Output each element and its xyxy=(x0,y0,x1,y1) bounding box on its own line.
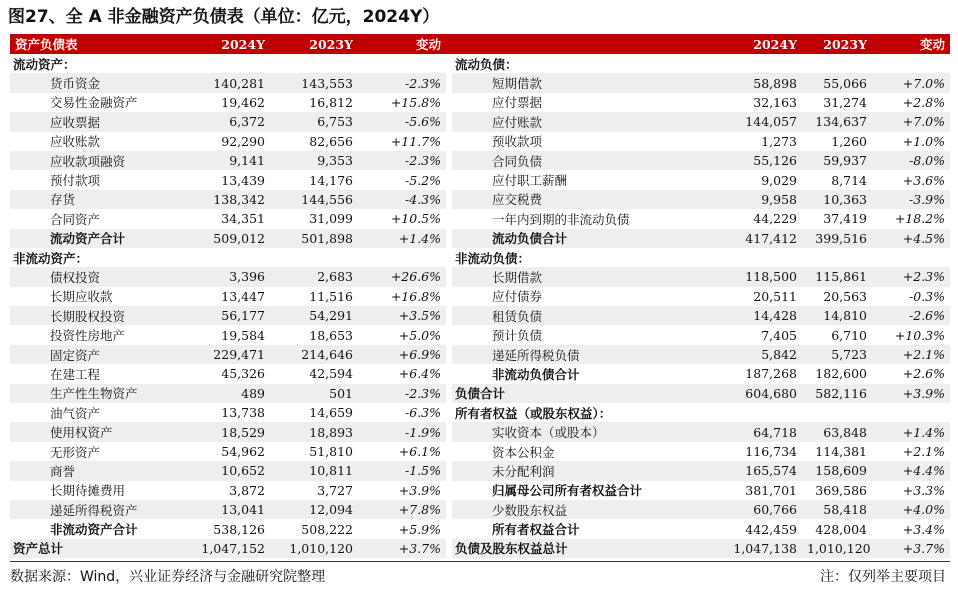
asset-value-2024: 92,290 xyxy=(182,132,270,151)
asset-change: -5.2% xyxy=(358,170,446,189)
source-note: 数据来源：Wind，兴业证券经济与金融研究院整理 xyxy=(10,569,326,585)
asset-value-2023 xyxy=(270,54,358,73)
liability-value-2024: 1,273 xyxy=(714,132,802,151)
liability-change: +1.0% xyxy=(872,132,950,151)
liability-item-label: 流动负债合计 xyxy=(452,229,714,248)
asset-item-label: 合同资产 xyxy=(10,209,182,228)
liability-value-2024 xyxy=(714,248,802,267)
header-right-change: 变动 xyxy=(872,34,950,54)
liability-value-2024: 1,047,138 xyxy=(714,539,802,558)
table-row xyxy=(10,170,950,189)
asset-value-2024: 3,396 xyxy=(182,267,270,286)
asset-value-2023: 14,659 xyxy=(270,403,358,422)
liability-item-label: 非流动负债： xyxy=(452,248,714,267)
table-row xyxy=(10,190,950,209)
asset-item-label: 递延所得税资产 xyxy=(10,500,182,519)
asset-value-2023: 3,727 xyxy=(270,481,358,500)
table-row xyxy=(10,500,950,519)
asset-item-label: 在建工程 xyxy=(10,364,182,383)
asset-value-2024: 10,652 xyxy=(182,461,270,480)
asset-value-2023: 9,353 xyxy=(270,151,358,170)
liability-change: +1.4% xyxy=(872,422,950,441)
liability-change: +2.1% xyxy=(872,345,950,364)
figure-title: 图27、全 A 非金融资产负债表（单位：亿元，2024Y） xyxy=(8,7,440,27)
asset-value-2024: 34,351 xyxy=(182,209,270,228)
asset-value-2024: 56,177 xyxy=(182,306,270,325)
asset-item-label: 长期股权投资 xyxy=(10,306,182,325)
asset-change: -1.9% xyxy=(358,422,446,441)
liability-value-2023: 6,710 xyxy=(802,325,872,344)
liability-change: +3.6% xyxy=(872,170,950,189)
asset-value-2023: 42,594 xyxy=(270,364,358,383)
asset-value-2024: 6,372 xyxy=(182,112,270,131)
asset-value-2024 xyxy=(182,248,270,267)
asset-item-label: 应收票据 xyxy=(10,112,182,131)
asset-value-2023: 2,683 xyxy=(270,267,358,286)
liability-change: +7.0% xyxy=(872,112,950,131)
liability-value-2023: 182,600 xyxy=(802,364,872,383)
asset-item-label: 交易性金融资产 xyxy=(10,93,182,112)
asset-value-2024: 229,471 xyxy=(182,345,270,364)
liability-change: -3.9% xyxy=(872,190,950,209)
liability-value-2024: 60,766 xyxy=(714,500,802,519)
asset-item-label: 货币资金 xyxy=(10,73,182,92)
liability-change: +10.3% xyxy=(872,325,950,344)
liability-value-2023: 20,563 xyxy=(802,287,872,306)
liability-change: +4.0% xyxy=(872,500,950,519)
liability-value-2024: 118,500 xyxy=(714,267,802,286)
liability-item-label: 递延所得税负债 xyxy=(452,345,714,364)
asset-value-2023: 11,516 xyxy=(270,287,358,306)
asset-change xyxy=(358,54,446,73)
liability-item-label: 一年内到期的非流动负债 xyxy=(452,209,714,228)
asset-value-2023: 82,656 xyxy=(270,132,358,151)
liability-change xyxy=(872,54,950,73)
table-row xyxy=(10,461,950,480)
asset-value-2024: 13,447 xyxy=(182,287,270,306)
asset-value-2023: 214,646 xyxy=(270,345,358,364)
asset-value-2024: 3,872 xyxy=(182,481,270,500)
liability-item-label: 负债及股东权益总计 xyxy=(452,539,714,558)
liability-value-2023: 582,116 xyxy=(802,384,872,403)
asset-value-2024: 19,462 xyxy=(182,93,270,112)
liability-item-label: 流动负债： xyxy=(452,54,714,73)
liability-change: +3.7% xyxy=(872,539,950,558)
asset-value-2023: 16,812 xyxy=(270,93,358,112)
liability-value-2023: 31,274 xyxy=(802,93,872,112)
asset-item-label: 资产总计 xyxy=(10,539,182,558)
liability-value-2024 xyxy=(714,403,802,422)
table-row xyxy=(10,151,950,170)
liability-value-2024: 64,718 xyxy=(714,422,802,441)
liability-item-label: 预收款项 xyxy=(452,132,714,151)
liability-change: +2.1% xyxy=(872,442,950,461)
liability-change: +2.6% xyxy=(872,364,950,383)
liability-item-label: 应付职工薪酬 xyxy=(452,170,714,189)
asset-item-label: 非流动资产： xyxy=(10,248,182,267)
liability-value-2023: 114,381 xyxy=(802,442,872,461)
asset-item-label: 存货 xyxy=(10,190,182,209)
asset-item-label: 应收款项融资 xyxy=(10,151,182,170)
liability-change xyxy=(872,403,950,422)
asset-value-2024: 1,047,152 xyxy=(182,539,270,558)
header-right-label xyxy=(452,34,714,54)
asset-change: +16.8% xyxy=(358,287,446,306)
liability-change: +2.3% xyxy=(872,267,950,286)
asset-value-2024: 138,342 xyxy=(182,190,270,209)
asset-change: +3.7% xyxy=(358,539,446,558)
liability-value-2023: 8,714 xyxy=(802,170,872,189)
asset-value-2023: 144,556 xyxy=(270,190,358,209)
asset-value-2023: 6,753 xyxy=(270,112,358,131)
asset-item-label: 油气资产 xyxy=(10,403,182,422)
asset-change: +6.1% xyxy=(358,442,446,461)
table-row xyxy=(10,54,950,73)
liability-item-label: 长期借款 xyxy=(452,267,714,286)
asset-item-label: 无形资产 xyxy=(10,442,182,461)
asset-item-label: 商誉 xyxy=(10,461,182,480)
liability-value-2023: 399,516 xyxy=(802,229,872,248)
asset-item-label: 长期待摊费用 xyxy=(10,481,182,500)
table-row xyxy=(10,132,950,151)
asset-value-2023: 508,222 xyxy=(270,519,358,538)
asset-value-2023: 14,176 xyxy=(270,170,358,189)
asset-value-2023: 54,291 xyxy=(270,306,358,325)
liability-item-label: 所有者权益（或股东权益）： xyxy=(452,403,714,422)
asset-value-2024: 9,141 xyxy=(182,151,270,170)
asset-value-2023: 18,893 xyxy=(270,422,358,441)
asset-value-2023: 51,810 xyxy=(270,442,358,461)
liability-change: +3.9% xyxy=(872,384,950,403)
liability-change xyxy=(872,248,950,267)
table-row xyxy=(10,539,950,558)
balance-sheet-table xyxy=(10,34,950,558)
asset-change: +10.5% xyxy=(358,209,446,228)
liability-item-label: 资本公积金 xyxy=(452,442,714,461)
table-row xyxy=(10,209,950,228)
header-left-label: 资产负债表 xyxy=(10,34,182,54)
asset-value-2024: 45,326 xyxy=(182,364,270,383)
liability-value-2023 xyxy=(802,248,872,267)
liability-value-2024: 7,405 xyxy=(714,325,802,344)
liability-value-2024: 442,459 xyxy=(714,519,802,538)
header-left-2023: 2023Y xyxy=(270,34,358,54)
liability-value-2023: 115,861 xyxy=(802,267,872,286)
asset-change: +5.9% xyxy=(358,519,446,538)
liability-change: +4.5% xyxy=(872,229,950,248)
liability-value-2023: 63,848 xyxy=(802,422,872,441)
table-row xyxy=(10,384,950,403)
asset-item-label: 使用权资产 xyxy=(10,422,182,441)
liability-item-label: 负债合计 xyxy=(452,384,714,403)
liability-value-2024: 44,229 xyxy=(714,209,802,228)
asset-change: +3.9% xyxy=(358,481,446,500)
asset-item-label: 预付款项 xyxy=(10,170,182,189)
liability-value-2023: 1,260 xyxy=(802,132,872,151)
asset-value-2023: 143,553 xyxy=(270,73,358,92)
asset-change: +26.6% xyxy=(358,267,446,286)
table-row xyxy=(10,229,950,248)
table-row xyxy=(10,403,950,422)
asset-value-2023: 31,099 xyxy=(270,209,358,228)
liability-value-2024: 9,958 xyxy=(714,190,802,209)
liability-change: -8.0% xyxy=(872,151,950,170)
liability-value-2024: 9,029 xyxy=(714,170,802,189)
asset-value-2024: 54,962 xyxy=(182,442,270,461)
liability-value-2024 xyxy=(714,54,802,73)
table-row xyxy=(10,481,950,500)
bottom-rule xyxy=(10,561,950,562)
asset-item-label: 长期应收款 xyxy=(10,287,182,306)
table-row xyxy=(10,287,950,306)
asset-value-2024 xyxy=(182,54,270,73)
asset-change: +6.9% xyxy=(358,345,446,364)
liability-change: +18.2% xyxy=(872,209,950,228)
liability-value-2023: 10,363 xyxy=(802,190,872,209)
asset-change: -2.3% xyxy=(358,151,446,170)
liability-value-2023: 369,586 xyxy=(802,481,872,500)
table-row xyxy=(10,442,950,461)
liability-change: +3.3% xyxy=(872,481,950,500)
liability-change: +4.4% xyxy=(872,461,950,480)
liability-value-2023: 158,609 xyxy=(802,461,872,480)
liability-change: -2.6% xyxy=(872,306,950,325)
liability-value-2024: 381,701 xyxy=(714,481,802,500)
asset-item-label: 应收账款 xyxy=(10,132,182,151)
asset-item-label: 固定资产 xyxy=(10,345,182,364)
table-row xyxy=(10,306,950,325)
asset-value-2023: 10,811 xyxy=(270,461,358,480)
header-right-2024: 2024Y xyxy=(714,34,802,54)
liability-item-label: 应付债券 xyxy=(452,287,714,306)
liability-item-label: 应交税费 xyxy=(452,190,714,209)
asset-item-label: 债权投资 xyxy=(10,267,182,286)
liability-value-2024: 32,163 xyxy=(714,93,802,112)
asset-value-2023: 1,010,120 xyxy=(270,539,358,558)
table-row xyxy=(10,345,950,364)
asset-change: -1.5% xyxy=(358,461,446,480)
asset-change: +5.0% xyxy=(358,325,446,344)
table-row xyxy=(10,325,950,344)
liability-value-2023: 134,637 xyxy=(802,112,872,131)
table-body xyxy=(10,54,950,558)
table-row xyxy=(10,519,950,538)
liability-value-2024: 144,057 xyxy=(714,112,802,131)
liability-value-2023: 59,937 xyxy=(802,151,872,170)
asset-item-label: 流动资产合计 xyxy=(10,229,182,248)
footnote: 注：仅列举主要项目 xyxy=(820,569,946,585)
asset-value-2024: 538,126 xyxy=(182,519,270,538)
liability-value-2024: 14,428 xyxy=(714,306,802,325)
header-left-change: 变动 xyxy=(358,34,446,54)
liability-change: -0.3% xyxy=(872,287,950,306)
table-row xyxy=(10,93,950,112)
liability-item-label: 归属母公司所有者权益合计 xyxy=(452,481,714,500)
liability-value-2024: 604,680 xyxy=(714,384,802,403)
asset-change: +11.7% xyxy=(358,132,446,151)
asset-value-2023: 501,898 xyxy=(270,229,358,248)
liability-item-label: 少数股东权益 xyxy=(452,500,714,519)
liability-item-label: 租赁负债 xyxy=(452,306,714,325)
asset-change: -2.3% xyxy=(358,73,446,92)
asset-change: +15.8% xyxy=(358,93,446,112)
liability-item-label: 短期借款 xyxy=(452,73,714,92)
asset-change: -6.3% xyxy=(358,403,446,422)
liability-value-2023: 1,010,120 xyxy=(802,539,872,558)
asset-value-2024: 13,041 xyxy=(182,500,270,519)
asset-value-2023 xyxy=(270,248,358,267)
asset-value-2023: 12,094 xyxy=(270,500,358,519)
asset-change: +6.4% xyxy=(358,364,446,383)
asset-change: -5.6% xyxy=(358,112,446,131)
liability-change: +3.4% xyxy=(872,519,950,538)
liability-value-2023: 37,419 xyxy=(802,209,872,228)
liability-item-label: 未分配利润 xyxy=(452,461,714,480)
liability-change: +2.8% xyxy=(872,93,950,112)
liability-item-label: 应付账款 xyxy=(452,112,714,131)
asset-item-label: 非流动资产合计 xyxy=(10,519,182,538)
asset-change: +1.4% xyxy=(358,229,446,248)
asset-value-2023: 18,653 xyxy=(270,325,358,344)
table-row xyxy=(10,422,950,441)
liability-value-2024: 5,842 xyxy=(714,345,802,364)
liability-item-label: 实收资本（或股本） xyxy=(452,422,714,441)
table-row xyxy=(10,248,950,267)
liability-value-2023 xyxy=(802,54,872,73)
liability-change: +7.0% xyxy=(872,73,950,92)
asset-value-2024: 13,738 xyxy=(182,403,270,422)
liability-value-2024: 20,511 xyxy=(714,287,802,306)
liability-value-2024: 417,412 xyxy=(714,229,802,248)
table-row xyxy=(10,73,950,92)
liability-value-2024: 58,898 xyxy=(714,73,802,92)
asset-change: +3.5% xyxy=(358,306,446,325)
liability-value-2024: 116,734 xyxy=(714,442,802,461)
liability-value-2023 xyxy=(802,403,872,422)
table-row xyxy=(10,112,950,131)
asset-change xyxy=(358,248,446,267)
asset-value-2024: 509,012 xyxy=(182,229,270,248)
liability-value-2023: 5,723 xyxy=(802,345,872,364)
liability-value-2023: 14,810 xyxy=(802,306,872,325)
liability-value-2024: 55,126 xyxy=(714,151,802,170)
header-right-2023: 2023Y xyxy=(802,34,872,54)
table-row xyxy=(10,267,950,286)
asset-value-2024: 18,529 xyxy=(182,422,270,441)
table-header-row xyxy=(10,34,950,54)
table-row xyxy=(10,364,950,383)
liability-item-label: 所有者权益合计 xyxy=(452,519,714,538)
asset-value-2023: 501 xyxy=(270,384,358,403)
liability-value-2023: 58,418 xyxy=(802,500,872,519)
liability-value-2024: 165,574 xyxy=(714,461,802,480)
asset-change: -4.3% xyxy=(358,190,446,209)
liability-item-label: 非流动负债合计 xyxy=(452,364,714,383)
asset-item-label: 生产性生物资产 xyxy=(10,384,182,403)
header-left-2024: 2024Y xyxy=(182,34,270,54)
liability-item-label: 应付票据 xyxy=(452,93,714,112)
asset-value-2024: 19,584 xyxy=(182,325,270,344)
liability-value-2023: 428,004 xyxy=(802,519,872,538)
asset-change: +7.8% xyxy=(358,500,446,519)
liability-item-label: 预计负债 xyxy=(452,325,714,344)
liability-item-label: 合同负债 xyxy=(452,151,714,170)
liability-value-2023: 55,066 xyxy=(802,73,872,92)
asset-change: -2.3% xyxy=(358,384,446,403)
asset-item-label: 投资性房地产 xyxy=(10,325,182,344)
asset-item-label: 流动资产： xyxy=(10,54,182,73)
asset-value-2024: 489 xyxy=(182,384,270,403)
asset-value-2024: 140,281 xyxy=(182,73,270,92)
liability-value-2024: 187,268 xyxy=(714,364,802,383)
asset-value-2024: 13,439 xyxy=(182,170,270,189)
